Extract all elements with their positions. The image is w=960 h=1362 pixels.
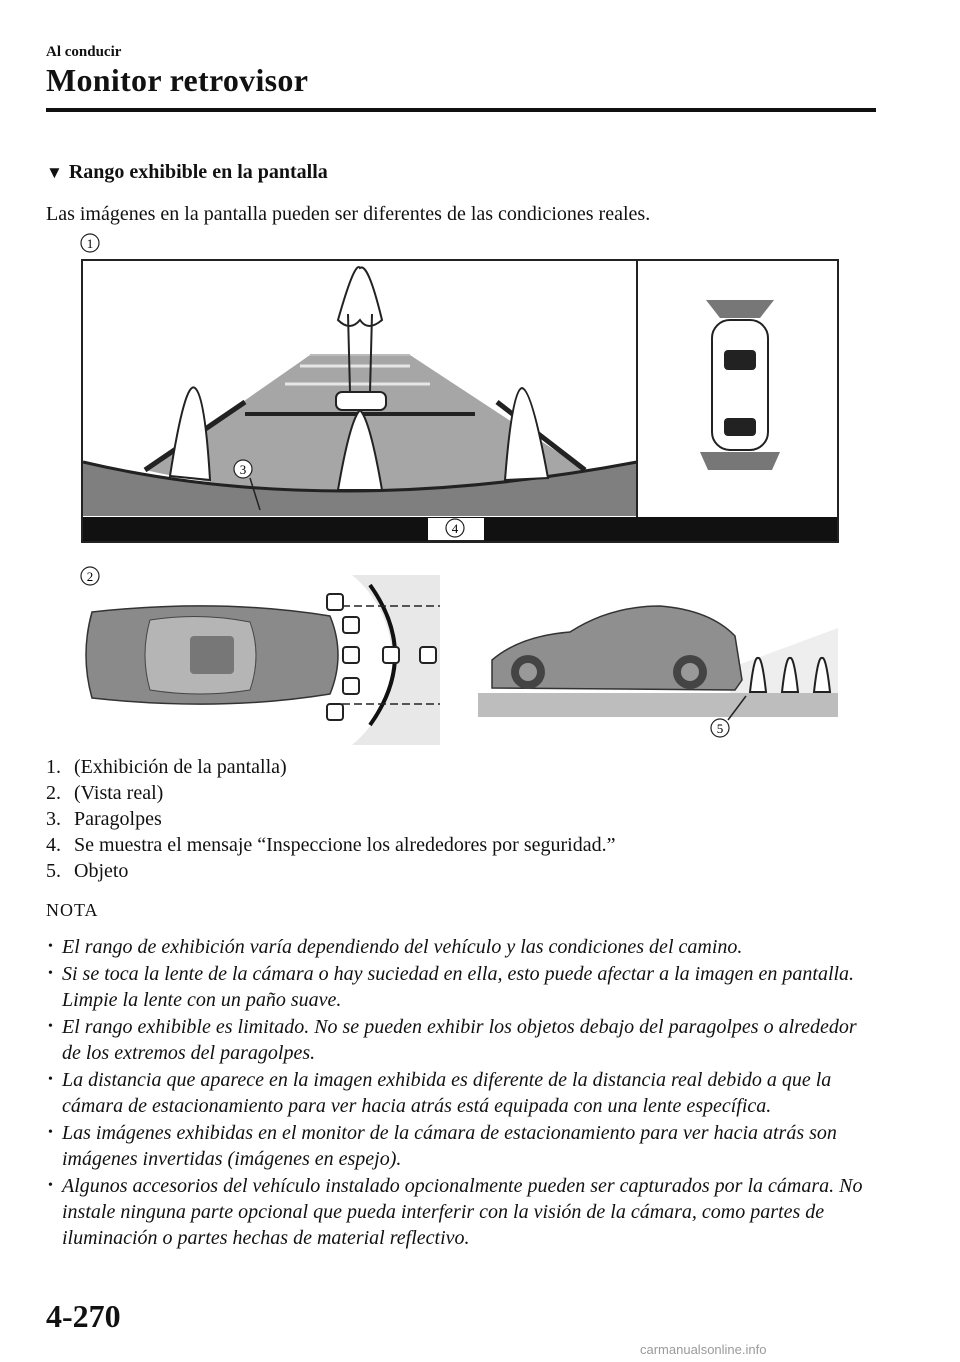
notes-list (46, 934, 876, 1252)
section-label: Al conducir (46, 44, 122, 60)
note-item: • El rango de exhibición varía dependiendo del vehículo y las condiciones del camino. (48, 936, 743, 958)
bullet-icon: • (48, 1125, 53, 1140)
callout-5-icon (711, 719, 729, 737)
callout-2-icon (81, 567, 99, 585)
list-item: 1. (Exhibición de la pantalla) (46, 756, 287, 778)
nota-label: NOTA (46, 900, 99, 920)
top-view-car (86, 575, 440, 745)
intro-text: Las imágenes en la pantalla pueden ser diferentes de las condiciones reales. (46, 203, 651, 225)
triangle-marker-icon: ▼ (46, 163, 63, 182)
bullet-icon: • (48, 1019, 53, 1034)
list-item: 3. Paragolpes (46, 808, 162, 830)
watermark: carmanualsonline.info (640, 1342, 767, 1357)
callout-3-label: 3 (239, 462, 247, 477)
bullet-icon: • (48, 966, 53, 981)
callout-4-label: 4 (451, 521, 459, 536)
page-title: Monitor retrovisor (46, 62, 309, 98)
note-item: • Las imágenes exhibidas en el monitor de la cámara de estacionamiento para ver hacia atrás son imágenes invertidas (imágenes en espejo). (48, 1122, 837, 1170)
side-view-car (478, 606, 838, 720)
note-item: • El rango exhibible es limitado. No se pueden exhibir los objetos debajo del paragolpes o alrededor de los extremos del paragolpes. (48, 1016, 857, 1064)
callout-3-icon (234, 460, 252, 478)
callout-1-icon (81, 234, 99, 252)
page-number: 4-270 (46, 1298, 121, 1334)
bullet-icon: • (48, 939, 53, 954)
bullet-icon: • (48, 1072, 53, 1087)
callout-2-label: 2 (86, 569, 94, 584)
subheading-text: Rango exhibible en la pantalla (68, 161, 328, 183)
legend-list (46, 754, 615, 884)
list-item: 5. Objeto (46, 860, 129, 882)
callout-4-icon (446, 519, 464, 537)
callout-1-label: 1 (86, 236, 94, 251)
list-item: 2. (Vista real) (46, 782, 164, 804)
screen-display-panel (82, 260, 838, 542)
note-item: • Algunos accesorios del vehículo instalado opcionalmente pueden ser capturados por la cámara. No instale ninguna parte opcional que pueda interferir con la visión de la cámara, como partes de iluminación o partes hechas de material reflectivo. (48, 1175, 863, 1249)
callout-5-label: 5 (716, 721, 724, 736)
bullet-icon: • (48, 1178, 53, 1193)
list-item: 4. Se muestra el mensaje “Inspeccione los alrededores por seguridad.” (46, 834, 616, 856)
note-item: • Si se toca la lente de la cámara o hay suciedad en ella, esto puede afectar a la imagen en pantalla. Limpie la lente con un paño suave. (48, 963, 855, 1011)
note-item: • La distancia que aparece en la imagen exhibida es diferente de la distancia real debido a que la cámara de estacionamiento para ver hacia atrás está equipada con una lente específica. (48, 1069, 832, 1117)
